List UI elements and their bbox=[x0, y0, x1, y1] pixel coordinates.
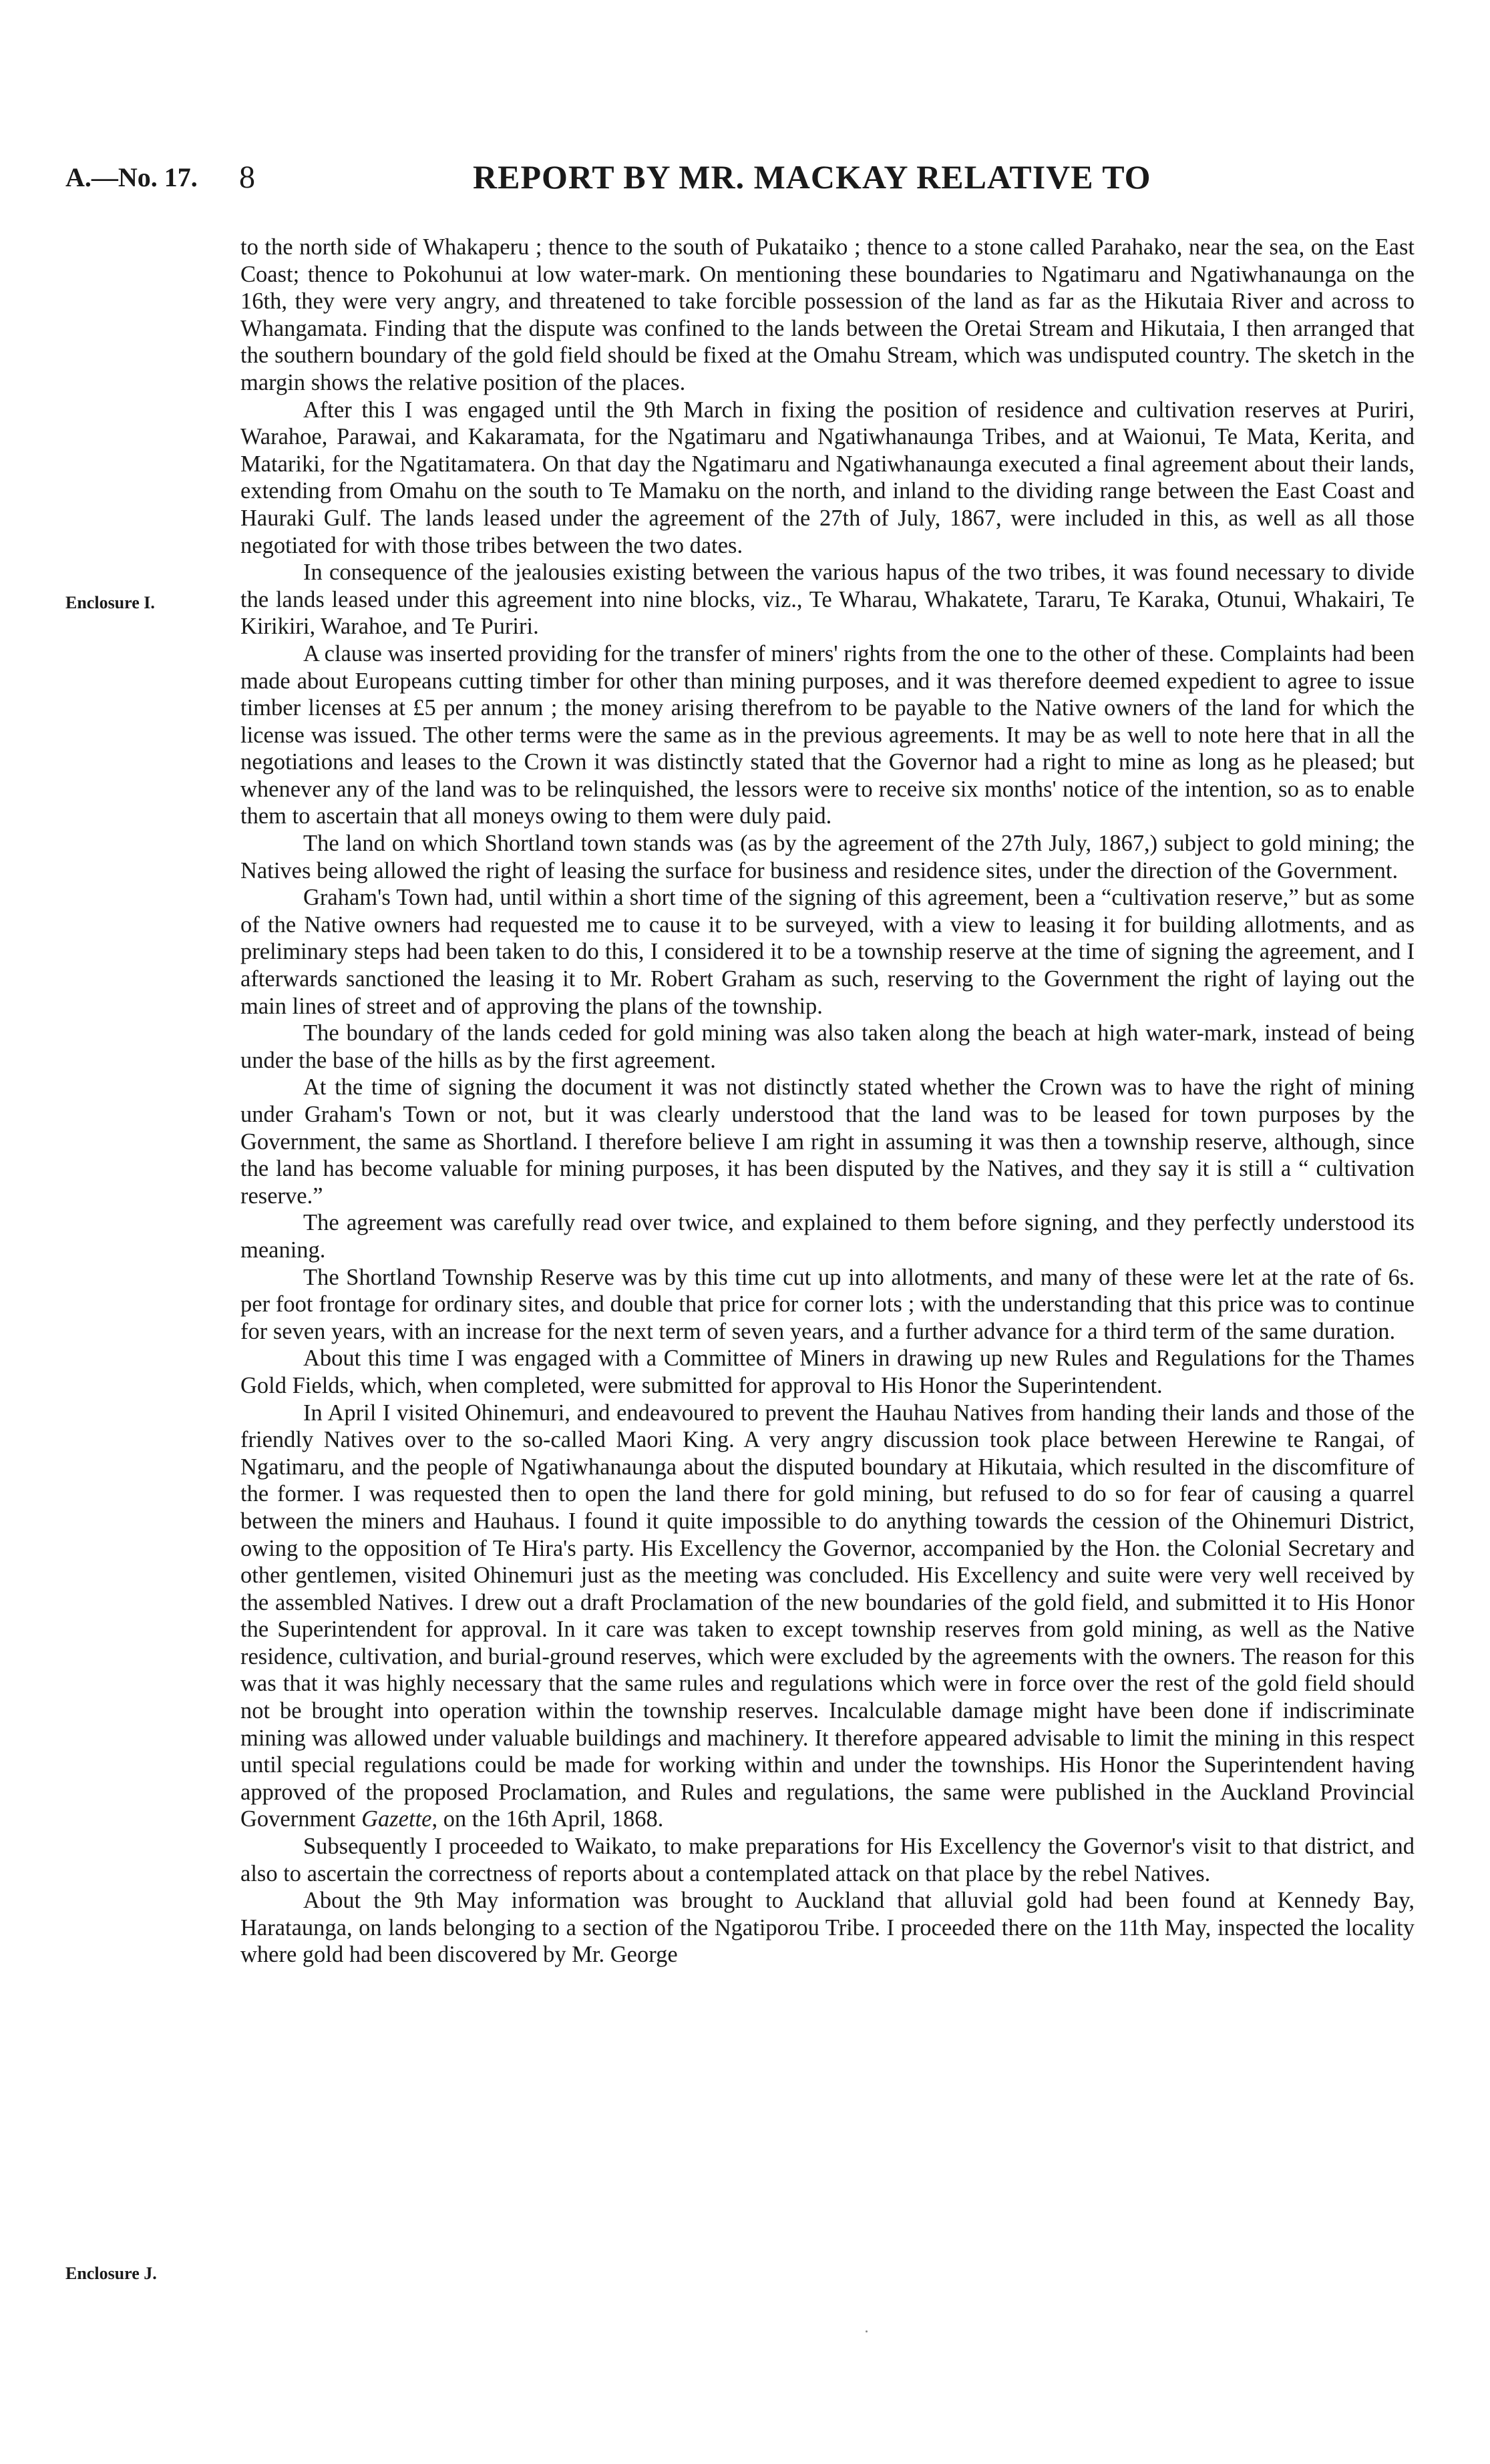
paragraph: to the north side of Whakaperu ; thence to the south of Pukataiko ; thence to a stone called Parahako, near the sea, on the East Coast; thence to Pokohunui at low water-mark. On mentioning these boundaries to Ngatimaru and Ngatiwhanaunga on the 16th, they were very angry, and threatened to take forcible possession of the land as far as the Hikutaia River and across to Whangamata. Finding that the dispute was confined to the lands between the Oretai Stream and Hikutaia, I then arranged that the southern boundary of the gold field should be fixed at the Omahu Stream, which was undisputed country. The sketch in the margin shows the relative position of the places. bbox=[240, 234, 1415, 395]
margin-note-enclosure-j: Enclosure J. bbox=[65, 2264, 157, 2283]
document-reference: A.—No. 17. bbox=[65, 162, 198, 192]
paragraph: After this I was engaged until the 9th March in fixing the position of residence and cultivation reserves at Puriri, Warahoe, Parawai, and Kakaramata, for the Ngatimaru and Ngatiwhanaunga Tribes, and at Waionui, Te Mata, Kerita, and Matariki, for the Ngatitamatera. On that day the Ngatimaru and Ngatiwhanaunga executed a final agreement about their lands, extending from Omahu on the south to Te Mamaku on the north, and inland to the dividing range between the East Coast and Hauraki Gulf. The lands leased under the agreement of the 27th of July, 1867, were included in this, as well as all those negotiated for with those tribes between the two dates. bbox=[240, 397, 1415, 558]
paragraph: The land on which Shortland town stands was (as by the agreement of the 27th July, 1867,) subject to gold mining; the Natives being allowed the right of leasing the surface for business and residence sites, under the direction of the Government. bbox=[240, 831, 1415, 883]
paragraph: At the time of signing the document it was not distinctly stated whether the Crown was to have the right of mining under Graham's Town or not, but it was clearly understood that the land was to be leased for town purposes by the Government, the same as Shortland. I therefore believe I am right in assuming it was then a township reserve, although, since the land has become valuable for mining purposes, it has been disputed by the Natives, and they say it is still a “ cultivation reserve.” bbox=[240, 1074, 1415, 1209]
paragraph: In consequence of the jealousies existing between the various hapus of the two tribes, it was found necessary to divide the lands leased under this agreement into nine blocks, viz., Te Wharau, Whakatete, Tararu, Te Karaka, Otunui, Whakairi, Te Kirikiri, Warahoe, and Te Puriri. bbox=[240, 560, 1415, 640]
paragraph: The agreement was carefully read over twice, and explained to them before signing, and they perfectly understood its meaning. bbox=[240, 1210, 1415, 1263]
paragraph: A clause was inserted providing for the transfer of miners' rights from the one to the other of these. Complaints had been made about Europeans cutting timber for other than mining purposes, and it was therefore deemed expedient to agree to issue timber licenses at £5 per annum ; the money arising therefrom to be payable to the Native owners of the land for which the license was issued. The other terms were the same as in the previous agreements. It may be as well to note here that in all the negotiations and leases to the Crown it was distinctly stated that the Governor had a right to mine as long as he pleased; but whenever any of the land was to be relinquished, the lessors were to receive six months' notice of the intention, so as to enable them to ascertain that all moneys owing to them were duly paid. bbox=[240, 640, 1415, 829]
page-number: 8 bbox=[239, 160, 255, 195]
paragraph: The boundary of the lands ceded for gold mining was also taken along the beach at high water-mark, instead of being under the base of the hills as by the first agreement. bbox=[240, 1020, 1415, 1073]
paragraph: About this time I was engaged with a Committee of Miners in drawing up new Rules and Regulations for the Thames Gold Fields, which, when completed, were submitted for approval to His Honor the Superintendent. bbox=[240, 1346, 1415, 1398]
paragraph-gazette bbox=[240, 1400, 1415, 1834]
paragraph: Graham's Town had, until within a short time of the signing of this agreement, been a “cultivation reserve,” but as some of the Native owners had requested me to cause it to be surveyed, with a view to leasing it for building allotments, and as preliminary steps had been taken to do this, I considered it to be a township reserve at the time of signing the agreement, and I afterwards sanctioned the leasing it to Mr. Robert Graham as such, reserving to the Government the right of laying out the main lines of street and of approving the plans of the township. bbox=[240, 885, 1415, 1019]
paragraph: About the 9th May information was brought to Auckland that alluvial gold had been found at Kennedy Bay, Harataunga, on lands belonging to a section of the Ngatiporou Tribe. I proceeded there on the 11th May, inspected the locality where gold had been discovered by Mr. George bbox=[240, 1888, 1415, 1968]
gazette-title: Gazette bbox=[361, 1806, 432, 1832]
report-body bbox=[240, 234, 1415, 1969]
page-speck bbox=[866, 2330, 868, 2332]
margin-note-enclosure-i: Enclosure I. bbox=[65, 593, 155, 612]
page-header bbox=[0, 158, 1490, 208]
running-title: REPORT BY MR. MACKAY RELATIVE TO bbox=[473, 158, 1151, 196]
paragraph: Subsequently I proceeded to Waikato, to make preparations for His Excellency the Governor's visit to that district, and also to ascertain the correctness of reports about a contemplated attack on that place by the rebel Natives. bbox=[240, 1834, 1415, 1886]
paragraph-text-end: , on the 16th April, 1868. bbox=[431, 1806, 664, 1832]
paragraph-text: In April I visited Ohinemuri, and endeavoured to prevent the Hauhau Natives from handing their lands and those of the friendly Natives over to the so-called Maori King. A very angry discussion took place between Herewine te Rangai, of Ngatimaru, and the people of Ngatiwhanaunga about the disputed boundary at Hikutaia, which resulted in the discomfiture of the former. I was requested then to open the land there for gold mining, but refused to do so for fear of causing a quarrel between the miners and Hauhaus. I found it quite impossible to do anything towards the cession of the Ohinemuri District, owing to the opposition of Te Hira's party. His Excellency the Governor, accompanied by the Hon. the Colonial Secretary and other gentlemen, visited Ohinemuri just as the meeting was concluded. His Excellency and suite were very well received by the assembled Natives. I drew out a draft Proclamation of the new boundaries of the gold field, and submitted it to His Honor the Superintendent for approval. In it care was taken to except township reserves from gold mining, as well as the Native residence, cultivation, and burial-ground reserves, which were excluded by the agreements with the owners. The reason for this was that it was highly necessary that the same rules and regulations which were in force over the rest of the gold field should not be brought into operation within the township reserves. Incalculable damage might have been done if indiscriminate mining was allowed under valuable buildings and machinery. It therefore appeared advisable to limit the mining in this respect until special regulations could be made for working within and under the townships. His Honor the Superintendent having approved of the proposed Proclamation, and Rules and regulations, the same were published in the Auckland Provincial Government bbox=[240, 1400, 1415, 1832]
paragraph: The Shortland Township Reserve was by this time cut up into allotments, and many of these were let at the rate of 6s. per foot frontage for ordinary sites, and double that price for corner lots ; with the understanding that this price was to continue for seven years, with an increase for the next term of seven years, and a further advance for a third term of the same duration. bbox=[240, 1264, 1415, 1344]
